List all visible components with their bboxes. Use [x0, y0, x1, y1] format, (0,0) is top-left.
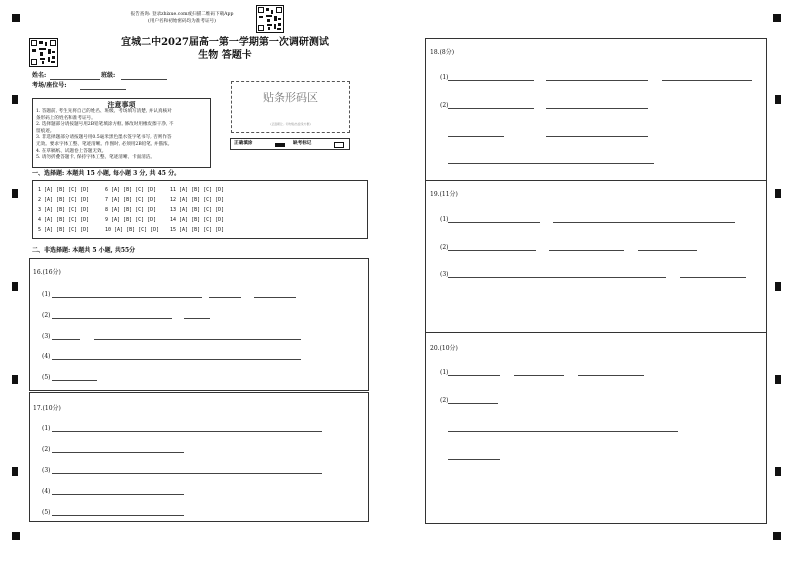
choice-row[interactable]: 7 [A] [B] [C] [D]	[105, 197, 157, 203]
answer-line[interactable]	[52, 339, 80, 340]
answer-line[interactable]	[52, 380, 97, 381]
notes-heading: 注意事项	[107, 100, 136, 109]
answer-line[interactable]	[680, 277, 746, 278]
barcode-label: 贴条形码区	[263, 91, 318, 104]
answer-part-label: (1)	[42, 291, 51, 298]
answer-part-label: (2)	[42, 312, 51, 319]
question-20-box	[425, 332, 767, 524]
section-2-title: 二、非选择题: 本题共 5 小题, 共55分	[32, 247, 136, 254]
notes-line: 无效。要求字体工整、笔迹清晰。作图时, 必须用2B铅笔, 并描浓。	[36, 141, 173, 147]
answer-line[interactable]	[448, 222, 540, 223]
barcode-hint: (正面朝上, 切勿贴出虚线方框)	[270, 122, 311, 126]
timing-mark	[12, 282, 18, 291]
timing-mark	[775, 467, 781, 476]
corner-mark-bottom-right	[773, 532, 781, 540]
choice-row[interactable]: 2 [A] [B] [C] [D]	[38, 197, 90, 203]
answer-line[interactable]	[448, 459, 500, 460]
answer-part-label: (3)	[440, 271, 449, 278]
answer-part-label: (3)	[42, 333, 51, 340]
notes-line: 2. 选择题部分请按题号用2B铅笔填涂方框, 修改时用橡皮擦干净, 不	[36, 122, 174, 128]
answer-line[interactable]	[662, 80, 752, 81]
answer-line[interactable]	[448, 277, 666, 278]
answer-part-label: (4)	[42, 353, 51, 360]
correct-fill-sample	[275, 143, 285, 147]
answer-line[interactable]	[448, 80, 534, 81]
timing-mark	[12, 95, 18, 104]
notes-box	[32, 98, 211, 168]
timing-mark	[12, 467, 18, 476]
class-label: 班级:	[101, 72, 116, 79]
answer-part-label: (1)	[440, 216, 449, 223]
absent-mark-box[interactable]	[334, 142, 344, 148]
question-20-title: 20.(10分)	[430, 345, 458, 352]
notes-line: 3. 非选择题部分请按题号用0.5毫米黑色墨水签字笔书写, 否则作答	[36, 135, 172, 141]
choice-row[interactable]: 14 [A] [B] [C] [D]	[170, 217, 225, 223]
choice-row[interactable]: 10 [A] [B] [C] [D]	[105, 227, 160, 233]
answer-part-label: (2)	[42, 446, 51, 453]
notes-line: 1. 答题前, 考生先将自己的姓名、班级、考场填写清楚, 并认真核对	[36, 109, 172, 114]
report-notice-line-1: 报告查询: 登录zhixue.com或扫描二维码下载App	[130, 12, 234, 17]
notes-line: 条形码上的姓名和准考证号。	[36, 115, 96, 121]
question-19-title: 19.(11分)	[430, 191, 458, 198]
choice-row[interactable]: 1 [A] [B] [C] [D]	[38, 187, 90, 193]
answer-line[interactable]	[549, 250, 624, 251]
notes-line: 4. 在草稿纸、试题卷上答题无效。	[36, 148, 107, 154]
question-18-title: 18.(8分)	[430, 49, 455, 56]
answer-line[interactable]	[546, 136, 648, 137]
page-title: 宜城二中2027届高一第一学期第一次调研测试	[121, 37, 329, 48]
answer-part-label: (2)	[440, 102, 449, 109]
answer-part-label: (5)	[42, 509, 51, 516]
notes-line: 留痕迹。	[36, 128, 55, 134]
choice-row[interactable]: 11 [A] [B] [C] [D]	[170, 187, 225, 193]
absent-mark-label: 缺考标记	[293, 141, 312, 146]
question-16-title: 16.(16分)	[33, 269, 61, 276]
timing-mark	[775, 95, 781, 104]
answer-line[interactable]	[448, 250, 536, 251]
answer-line[interactable]	[52, 494, 184, 495]
answer-line[interactable]	[52, 473, 322, 474]
question-16-box	[29, 258, 369, 391]
choice-row[interactable]: 5 [A] [B] [C] [D]	[38, 227, 90, 233]
student-qr-code-icon	[29, 38, 58, 67]
answer-line[interactable]	[448, 375, 500, 376]
question-18-box	[425, 38, 767, 181]
corner-mark-bottom-left	[12, 532, 20, 540]
answer-part-label: (1)	[440, 369, 449, 376]
section-1-title: 一、选择题: 本题共 15 小题, 每小题 3 分, 共 45 分。	[32, 170, 181, 177]
question-17-box	[29, 392, 369, 522]
timing-mark	[775, 282, 781, 291]
question-17-title: 17.(10分)	[33, 405, 61, 412]
answer-line[interactable]	[52, 452, 184, 453]
page-subtitle: 生物 答题卡	[198, 50, 252, 61]
answer-line[interactable]	[52, 359, 301, 360]
answer-part-label: (2)	[440, 244, 449, 251]
answer-line[interactable]	[448, 403, 498, 404]
answer-line[interactable]	[448, 163, 654, 164]
answer-line[interactable]	[184, 318, 210, 319]
choice-row[interactable]: 3 [A] [B] [C] [D]	[38, 207, 90, 213]
seat-field[interactable]	[80, 89, 126, 90]
answer-line[interactable]	[553, 222, 735, 223]
choice-grid	[32, 180, 368, 239]
correct-fill-label: 正确填涂	[234, 141, 253, 146]
choice-row[interactable]: 9 [A] [B] [C] [D]	[105, 217, 157, 223]
answer-line[interactable]	[52, 515, 184, 516]
barcode-area	[231, 81, 350, 133]
answer-line[interactable]	[448, 136, 504, 137]
name-field[interactable]	[50, 79, 100, 80]
choice-row[interactable]: 4 [A] [B] [C] [D]	[38, 217, 90, 223]
corner-mark-top-left	[12, 14, 20, 22]
answer-line[interactable]	[52, 297, 202, 298]
choice-row[interactable]: 15 [A] [B] [C] [D]	[170, 227, 225, 233]
answer-part-label: (1)	[42, 425, 51, 432]
qr-code-icon	[256, 5, 284, 33]
choice-row[interactable]: 12 [A] [B] [C] [D]	[170, 197, 225, 203]
answer-line[interactable]	[514, 375, 564, 376]
report-notice	[112, 12, 252, 25]
answer-part-label: (1)	[440, 74, 449, 81]
answer-line[interactable]	[94, 339, 301, 340]
choice-row[interactable]: 8 [A] [B] [C] [D]	[105, 207, 157, 213]
fill-marks-legend	[230, 138, 350, 150]
answer-line[interactable]	[448, 108, 534, 109]
answer-line[interactable]	[638, 250, 697, 251]
timing-mark	[12, 189, 18, 198]
answer-line[interactable]	[52, 431, 322, 432]
timing-mark	[775, 189, 781, 198]
answer-line[interactable]	[52, 318, 172, 319]
choice-row[interactable]: 13 [A] [B] [C] [D]	[170, 207, 225, 213]
answer-part-label: (5)	[42, 374, 51, 381]
notes-list	[36, 109, 210, 162]
answer-line[interactable]	[578, 375, 644, 376]
seat-label: 考场/座位号:	[32, 82, 67, 89]
answer-line[interactable]	[209, 297, 241, 298]
answer-line[interactable]	[448, 431, 678, 432]
report-notice-line-2: (用户名和初始密码均为准考证号)	[148, 18, 216, 24]
answer-line[interactable]	[546, 108, 648, 109]
answer-part-label: (2)	[440, 397, 449, 404]
notes-line: 5. 请勿折叠答题卡, 保持字体工整、笔迹清晰、卡面清洁。	[36, 155, 156, 161]
answer-line[interactable]	[546, 80, 648, 81]
timing-mark	[775, 375, 781, 384]
class-field[interactable]	[121, 79, 167, 80]
timing-mark	[12, 375, 18, 384]
question-19-box	[425, 180, 767, 333]
answer-part-label: (3)	[42, 467, 51, 474]
choice-row[interactable]: 6 [A] [B] [C] [D]	[105, 187, 157, 193]
corner-mark-top-right	[773, 14, 781, 22]
name-label: 姓名:	[32, 72, 47, 79]
answer-line[interactable]	[254, 297, 296, 298]
answer-part-label: (4)	[42, 488, 51, 495]
